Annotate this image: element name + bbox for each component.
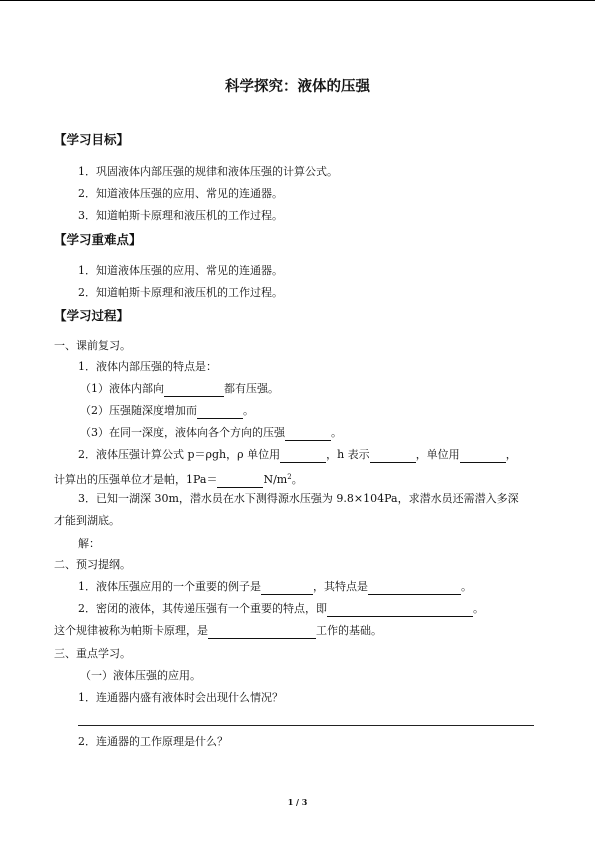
review-q1-a2 [80,404,254,419]
text-segment: （1）液体内部向 [80,382,164,395]
text-segment: ，h 表示 [326,448,370,461]
text-segment: 工作的基础。 [316,624,382,637]
process-heading: 【学习过程】 [54,308,130,323]
blank-line [460,448,506,463]
unit-text: N/m [263,473,288,486]
review-q3-line2: 才能到湖底。 [54,514,120,527]
review-heading: 一、课前复习。 [54,339,131,352]
goal-item: 1．巩固液体内部压强的规律和液体压强的计算公式。 [78,165,338,178]
review-q1-stem: 1．液体内部压强的特点是： [78,360,217,373]
preview-q2-line2 [54,624,382,639]
page-top-border [0,0,595,1]
review-q3-line1: 3．已知一湖深 30m，潜水员在水下测得源水压强为 9.8×104Pa，求潜水员还需潜入多深 [78,492,519,505]
text-segment: 。 [461,580,472,593]
blank-line [280,448,326,463]
text-segment: 2．密闭的液体，其传递压强有一个重要的特点，即 [78,602,327,615]
text-segment: 。 [291,473,303,486]
key-heading: 三、重点学习。 [54,647,131,660]
text-segment: 。 [473,602,484,615]
blank-line [164,382,224,397]
difficulties-heading: 【学习重难点】 [54,232,142,247]
blank-line [368,580,461,595]
goal-item: 2．知道液体压强的应用、常见的连通器。 [78,187,283,200]
review-q2-line1 [78,448,517,463]
preview-q1 [78,580,472,595]
text-segment: ，其特点是 [313,580,368,593]
blank-line [285,426,331,441]
blank-line [261,580,313,595]
review-q1-a3 [80,426,342,441]
preview-heading: 二、预习提纲。 [54,558,131,571]
key-q2: 2．连通器的工作原理是什么？ [78,735,228,748]
review-q1-a1 [80,382,279,397]
text-segment: （2）压强随深度增加而 [80,404,197,417]
text-segment: 。 [331,426,342,439]
text-segment: （3）在同一深度，液体向各个方向的压强 [80,426,285,439]
answer-label: 解： [78,537,100,550]
key-subheading: （一）液体压强的应用。 [80,669,201,682]
blank-line [370,448,416,463]
page-number: 1 / 3 [287,797,308,807]
review-q2-line2 [54,470,303,488]
key-q1: 1．连通器内盛有液体时会出现什么情况？ [78,691,283,704]
page-title: 科学探究：液体的压强 [225,79,370,95]
answer-line [78,725,534,726]
text-segment: 2．液体压强计算公式 p＝ρgh，ρ 单位用 [78,448,281,461]
difficulty-item: 2．知道帕斯卡原理和液压机的工作过程。 [78,286,283,299]
blank-line [197,404,243,419]
text-segment: ，单位用 [415,448,460,461]
unit-superscript: 2 [287,473,292,481]
text-segment: ， [505,448,517,461]
difficulty-item: 1．知道液体压强的应用、常见的连通器。 [78,264,283,277]
blank-line [217,473,263,488]
goal-item: 3．知道帕斯卡原理和液压机的工作过程。 [78,209,283,222]
blank-line [208,624,316,639]
text-segment: 都有压强。 [224,382,279,395]
preview-q2-line1 [78,602,484,617]
text-segment: 计算出的压强单位才是帕，1Pa＝ [54,473,218,486]
goals-heading: 【学习目标】 [54,132,130,147]
blank-line [327,602,473,617]
text-segment: 1．液体压强应用的一个重要的例子是 [78,580,261,593]
text-segment: 这个规律被称为帕斯卡原理，是 [54,624,208,637]
text-segment: 。 [243,404,254,417]
